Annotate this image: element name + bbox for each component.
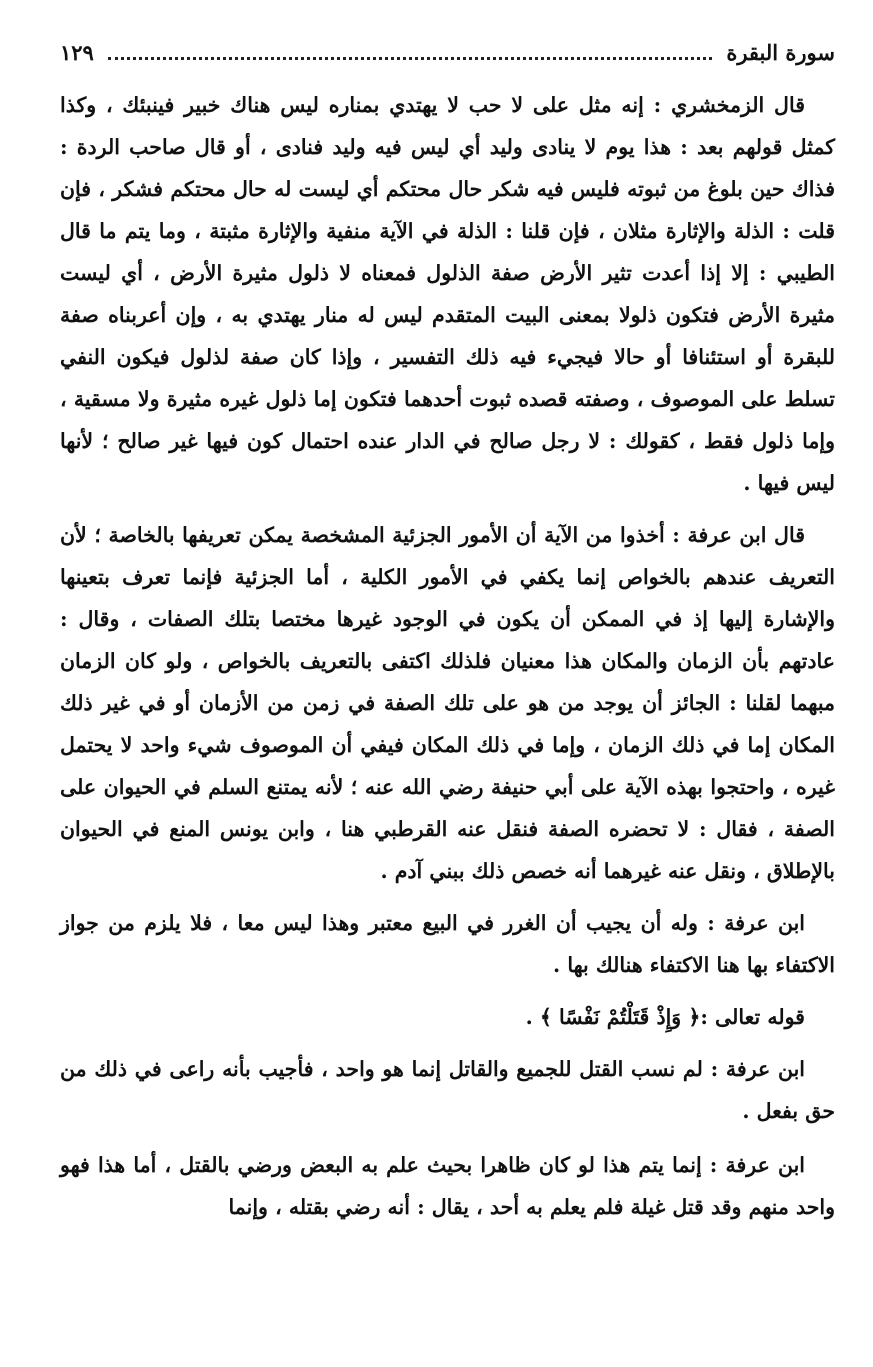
paragraph (60, 1144, 835, 1228)
paragraph-text: ابن عرفة : إنما يتم هذا لو كان ظاهرا بحيث علم به البعض ورضي بالقتل ، أما هذا فهو واحد منهم وقد قتل غيلة فلم يعلم به أحد ، يقال : أنه رضي بقتله ، وإنما (60, 1153, 835, 1219)
running-header (60, 40, 835, 70)
header-dotted-leader (108, 43, 712, 60)
paragraph-text: قال ابن عرفة : أخذوا من الآية أن الأمور الجزئية المشخصة يمكن تعريفها بالخاصة ؛ لأن التعريف عندهم بالخواص إنما يكفي في الأمور الكلية ، أما الجزئية فإنما تعرف بتعينها والإشارة إليها إذ في الممكن أن يكون في الوجود غيرها مختصا بتلك الصفات ، وقال : عادتهم بأن الزمان والمكان هذا معنيان فلذلك اكتفى بالتعريف بالخواص ، ولو كان الزمان مبهما لقلنا : الجائز أن يوجد من هو على تلك الصفة في زمن من الأزمان أو في غير ذلك المكان إما في ذلك الزمان ، وإما في ذلك المكان فيفي أن الموصوف شيء واحد لا يحتمل غيره ، واحتجوا بهذه الآية على أبي حنيفة رضي الله عنه ؛ لأنه يمتنع السلم في الحيوان على الصفة ، فقال : لا تحضره الصفة فنقل عنه القرطبي هنا ، وابن يونس المنع في الحيوان بالإطلاق ، ونقل عنه غيرهما أنه خصص ذلك ببني آدم . (60, 523, 835, 883)
paragraph-text: ابن عرفة : وله أن يجيب أن الغرر في البيع معتبر وهذا ليس معا ، فلا يلزم من جواز الاكتفاء بها هنا الاكتفاء هنالك بها . (60, 911, 835, 977)
paragraph-text: ابن عرفة : لم نسب القتل للجميع والقاتل إنما هو واحد ، فأجيب بأنه راعى في ذلك من حق بفعل . (60, 1057, 835, 1123)
quran-verse-line: قوله تعالى :﴿ وَإِذْ قَتَلْتُمْ نَفْسًا ﴾ . (525, 1005, 805, 1029)
paragraph (60, 1048, 835, 1132)
paragraph (60, 84, 835, 504)
page-number: ١٢٩ (60, 40, 94, 65)
paragraph (60, 514, 835, 892)
paragraph (60, 902, 835, 986)
paragraph-text: قال الزمخشري : إنه مثل على لا حب لا يهتدي بمناره ليس هناك خبير فينبئك ، وكذا كمثل قولهم بعد : هذا يوم لا ينادى وليد أي ليس فيه وليد فنادى ، أو قال صاحب الردة : فذاك حين بلوغ من ثبوته فليس فيه شكر حال محتكم أي ليست له حال محتكم فشكر ، فإن قلت : الذلة والإثارة مثلان ، فإن قلنا : الذلة في الآية منفية والإثارة مثبتة ، وما يتم ما قال الطيبي : إلا إذا أعدت تثير الأرض صفة الذلول فمعناه لا ذلول مثيرة الأرض ، أي ليست مثيرة الأرض فتكون ذلولا بمعنى البيت المتقدم ليس له منار يهتدي به ، وإن أعربناه صفة للبقرة أو استئنافا أو حالا فيجيء فيه ذلك التفسير ، وإذا كان صفة لذلول فيكون النفي تسلط على الموصوف ، وصفته قصده ثبوت أحدهما فتكون إما ذلول غيره مثيرة ولا مسقية ، وإما ذلول فقط ، كقولك : لا رجل صالح في الدار عنده احتمال كون فيها غير صالح ؛ لأنها ليس فيها . (60, 93, 835, 495)
paragraph (60, 996, 835, 1038)
page (60, 40, 835, 1228)
surah-title: سورة البقرة (726, 40, 835, 65)
